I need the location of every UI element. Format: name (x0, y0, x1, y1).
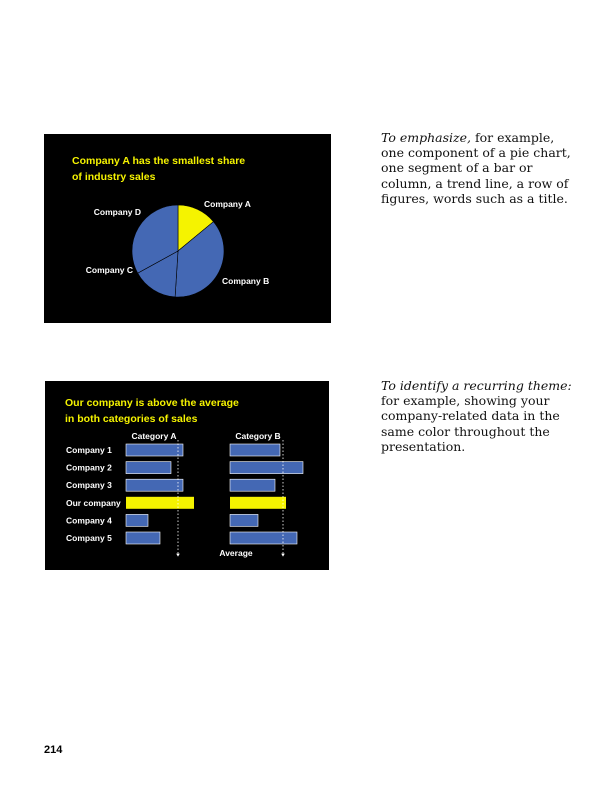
caption-recurring-body: for example, showing your company-related data in the same color throughout the presentation. (381, 393, 560, 454)
series-header-category-b: Category B (235, 431, 281, 441)
bar-category-b-company-5 (230, 532, 297, 544)
bar-category-b-our-company (230, 497, 286, 509)
pie-label-company-d: Company D (93, 207, 141, 217)
average-marker-category-a (176, 554, 180, 557)
bar-category-b-company-3 (230, 479, 275, 491)
bar-category-b-company-1 (230, 444, 280, 456)
bar-category-a-company-2 (126, 462, 171, 474)
bar-category-a-company-1 (126, 444, 183, 456)
bar-category-a-company-5 (126, 532, 160, 544)
bar-category-b-company-4 (230, 514, 258, 526)
bar-row-label-company-1: Company 1 (66, 445, 112, 455)
bar-row-label-company-5: Company 5 (66, 533, 112, 543)
pie-chart (44, 134, 331, 323)
caption-recurring (381, 378, 581, 454)
caption-recurring-lead: To identify a recurring theme: (381, 378, 572, 393)
pie-label-company-c: Company C (85, 265, 133, 275)
caption-emphasize (381, 130, 581, 206)
bar-chart-slide (45, 381, 329, 570)
average-label: Average (219, 548, 253, 558)
bar-row-label-our-company: Our company (66, 497, 121, 508)
pie-chart-title: Company A has the smallest share of industry sales (72, 155, 246, 183)
bar-category-a-company-3 (126, 479, 183, 491)
series-header-category-a: Category A (131, 431, 177, 441)
bar-row-label-company-2: Company 2 (66, 462, 112, 473)
page-number: 214 (44, 744, 63, 756)
bar-row-label-company-4: Company 4 (66, 515, 112, 526)
bar-chart-title: Our company is above the average in both categories of sales (65, 397, 239, 425)
bar-chart (45, 381, 329, 570)
bar-row-label-company-3: Company 3 (66, 480, 112, 491)
average-marker-category-b (281, 554, 285, 557)
caption-emphasize-body: for example, one component of a pie chart, one segment of a bar or column, a trend line, a row of figures, words such as a title. (381, 130, 571, 206)
bar-category-a-company-4 (126, 514, 148, 526)
pie-chart-slide (44, 134, 331, 323)
bar-category-b-company-2 (230, 462, 303, 474)
pie-label-company-b: Company B (222, 276, 270, 286)
pie-label-company-a: Company A (204, 199, 251, 209)
caption-emphasize-lead: To emphasize, (381, 130, 471, 145)
bar-category-a-our-company (126, 497, 194, 509)
